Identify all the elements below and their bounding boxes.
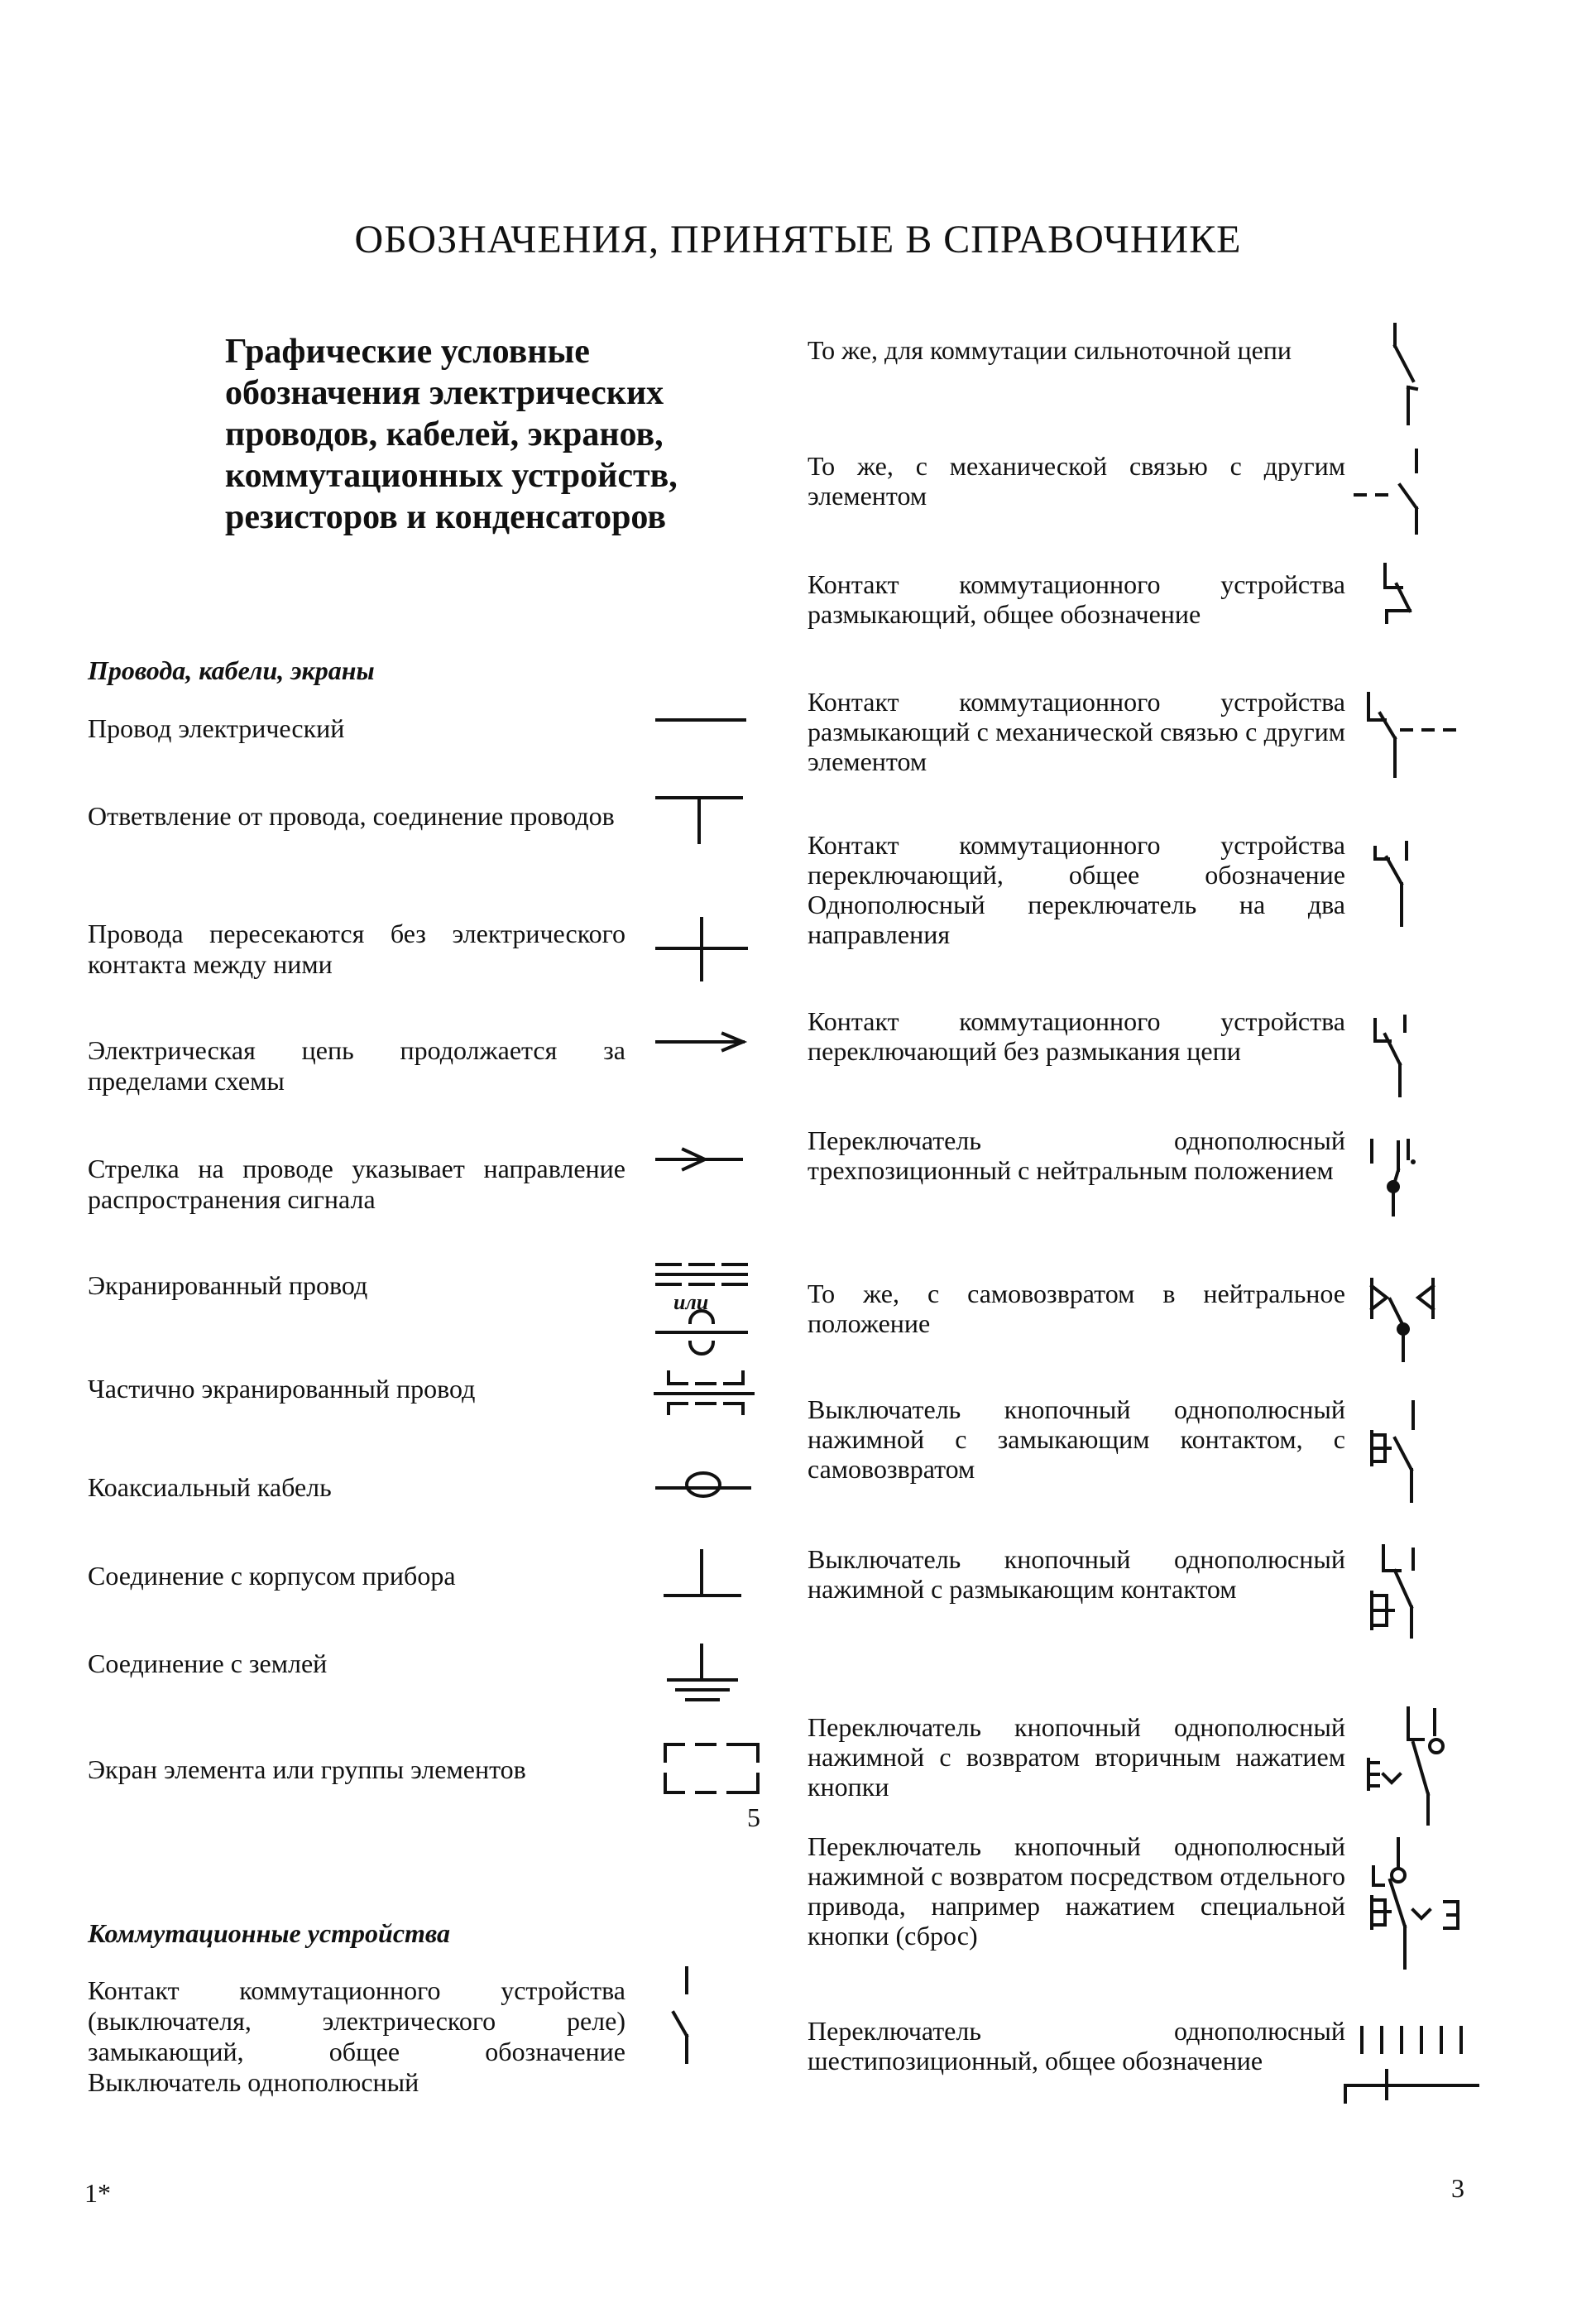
- label-changeover: Контакт коммутационного устройства переключающий, общее обозначение Однополюсный переключатель на два направления: [808, 830, 1345, 949]
- section-heading: Графические условные обозначения электрических проводов, кабелей, экранов, коммутационных устройств, резисторов и конденсаторов: [225, 333, 678, 536]
- footer-signature: 1*: [84, 2178, 111, 2208]
- shield-or-text: или: [673, 1290, 709, 1314]
- six-position-switch-icon: [1340, 2011, 1481, 2102]
- label-break-link: Контакт коммутационного устройства размыкающий с механической связью с другим элементом: [808, 687, 1345, 776]
- crossing-icon: [654, 917, 753, 983]
- label-wire: Провод электрический: [88, 713, 345, 743]
- partially-shielded-wire-icon: [654, 1369, 761, 1418]
- changeover-contact-icon: [1368, 836, 1443, 935]
- mechanical-link-contact-icon: [1354, 447, 1445, 538]
- high-current-contact-icon: [1382, 321, 1440, 429]
- label-signal-arrow: Стрелка на проводе указывает направление распространения сигнала: [88, 1154, 625, 1214]
- label-screen: Экран элемента или группы элементов: [88, 1754, 526, 1784]
- label-chassis: Соединение с корпусом прибора: [88, 1561, 456, 1591]
- self-return-switch-icon: [1365, 1274, 1448, 1365]
- push-button-make-icon: [1365, 1399, 1440, 1506]
- label-mech-link: То же, с механической связью с другим элементом: [808, 451, 1345, 511]
- break-contact-link-icon: [1365, 690, 1481, 781]
- label-three-position: Переключатель однополюсный трехпозиционный с нейтральным положением: [808, 1125, 1345, 1185]
- screen-icon: [662, 1741, 769, 1807]
- ground-icon: [654, 1642, 753, 1716]
- label-shielded: Экранированный провод: [88, 1270, 368, 1300]
- label-break-contact: Контакт коммутационного устройства размыкающий, общее обозначение: [808, 569, 1345, 629]
- push-button-break-icon: [1365, 1543, 1440, 1642]
- push-button-reset-icon: [1362, 1836, 1486, 1976]
- label-make-contact: Контакт коммутационного устройства (выключателя, электрического реле) замыкающий, общее обозначение Выключатель однополюсный: [88, 1975, 625, 2097]
- break-contact-icon: [1373, 563, 1440, 629]
- branch-icon: [654, 793, 753, 851]
- label-make-before-break: Контакт коммутационного устройства переключающий без размыкания цепи: [808, 1006, 1345, 1066]
- label-push-reset: Переключатель кнопочный однополюсный нажимной с возвратом посредством отдельного привода, например нажатием специальной кнопки (сброс): [808, 1831, 1345, 1951]
- make-contact-icon: [662, 1965, 712, 2072]
- section-wires: Провода, кабели, экраны: [88, 655, 375, 685]
- section-switching: Коммутационные устройства: [88, 1918, 450, 1948]
- label-partially-shielded: Частично экранированный провод: [88, 1374, 476, 1404]
- coaxial-cable-icon: [654, 1466, 761, 1508]
- page-number: 3: [1451, 2173, 1464, 2203]
- wire-icon: [654, 712, 753, 728]
- chassis-icon: [654, 1548, 753, 1605]
- label-self-return: То же, с самовозвратом в нейтральное положение: [808, 1279, 1345, 1338]
- inner-page-number: 5: [747, 1802, 760, 1832]
- label-push-secondary: Переключатель кнопочный однополюсный нажимной с возвратом вторичным нажатием кнопки: [808, 1712, 1345, 1802]
- label-arrow: Электрическая цепь продолжается за пределами схемы: [88, 1035, 625, 1096]
- label-ground: Соединение с землей: [88, 1648, 328, 1678]
- label-six-position: Переключатель однополюсный шестипозиционный, общее обозначение: [808, 2016, 1345, 2075]
- make-before-break-icon: [1368, 1016, 1443, 1107]
- label-push-make: Выключатель кнопочный однополюсный нажимной с замыкающим контактом, с самовозвратом: [808, 1394, 1345, 1484]
- label-branch: Ответвление от провода, соединение проводов: [88, 801, 615, 831]
- push-button-secondary-return-icon: [1362, 1705, 1453, 1829]
- page-title: ОБОЗНАЧЕНИЯ, ПРИНЯТЫЕ В СПРАВОЧНИКЕ: [354, 218, 1242, 262]
- three-position-switch-icon: [1365, 1137, 1448, 1220]
- label-crossing: Провода пересекаются без электрического контакта между ними: [88, 919, 625, 979]
- label-high-current: То же, для коммутации сильноточной цепи: [808, 335, 1292, 365]
- label-coaxial: Коаксиальный кабель: [88, 1472, 332, 1502]
- label-push-break: Выключатель кнопочный однополюсный нажимной с размыкающим контактом: [808, 1544, 1345, 1604]
- shielded-wire-icon: [654, 1258, 761, 1349]
- arrow-icon: [654, 1029, 753, 1054]
- signal-arrow-icon: [654, 1147, 753, 1172]
